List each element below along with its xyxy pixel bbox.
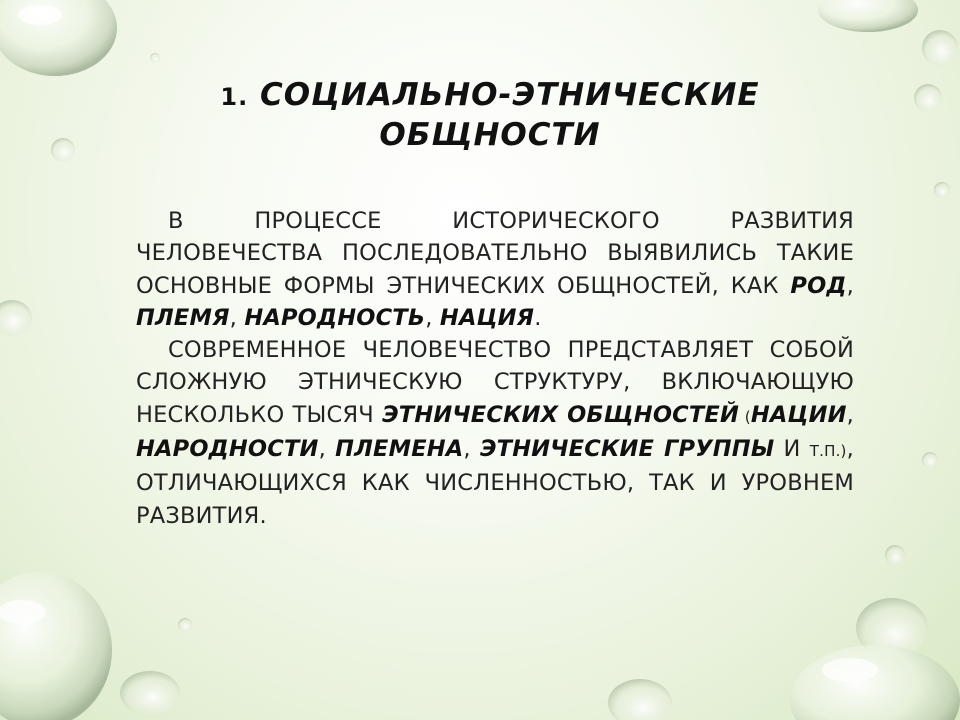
text-span: , ОТЛИЧАЮЩИХСЯ КАК ЧИСЛЕННОСТЬЮ, ТАК И УРОВНЕМ РАЗВИТИЯ. bbox=[136, 436, 854, 529]
water-drop bbox=[818, 0, 918, 32]
slide-title bbox=[130, 76, 850, 154]
title-number: 1. bbox=[220, 83, 249, 111]
water-drop bbox=[885, 545, 905, 565]
paragraph-1 bbox=[136, 205, 854, 334]
text-span: Т.П.) bbox=[809, 442, 847, 461]
text-span: И bbox=[774, 436, 810, 463]
term-ethnic-groups: ЭТНИЧЕСКИЕ ГРУППЫ bbox=[479, 436, 775, 463]
title-line-2: ОБЩНОСТИ bbox=[379, 117, 601, 153]
text-span: , bbox=[425, 304, 440, 331]
term-natsii: НАЦИИ bbox=[750, 401, 847, 428]
water-drop bbox=[922, 452, 938, 468]
water-drop bbox=[790, 645, 960, 720]
slide-body bbox=[136, 205, 854, 532]
text-span: , bbox=[229, 304, 245, 331]
text-span: , bbox=[318, 436, 336, 463]
water-drop bbox=[608, 679, 672, 720]
water-drop bbox=[51, 138, 75, 162]
text-span: , bbox=[463, 436, 480, 463]
water-drop bbox=[0, 572, 112, 720]
water-drop bbox=[120, 671, 180, 715]
term-plemya: ПЛЕМЯ bbox=[136, 304, 230, 331]
water-drop bbox=[934, 182, 950, 198]
text-span: , bbox=[846, 401, 854, 428]
term-natsiya: НАЦИЯ bbox=[439, 304, 535, 331]
water-drop bbox=[178, 618, 192, 632]
text-span: . bbox=[534, 304, 542, 331]
paragraph-2 bbox=[136, 334, 854, 532]
text-span: ( bbox=[739, 407, 751, 426]
term-narodnosti: НАРОДНОСТИ bbox=[136, 436, 319, 463]
water-drop bbox=[914, 84, 942, 112]
water-drop bbox=[150, 53, 160, 63]
term-rod: РОД bbox=[790, 272, 847, 299]
term-plemena: ПЛЕМЕНА bbox=[335, 436, 464, 463]
text-span: , bbox=[846, 272, 854, 299]
text-span: СОВРЕМЕННОЕ ЧЕЛОВЕЧЕСТВО ПРЕДСТАВЛЯЕТ СОБОЙ СЛОЖНУЮ ЭТНИЧЕСКУЮ СТРУКТУРУ, ВКЛЮЧАЮЩУЮ НЕСКОЛЬКО ТЫСЯЧ bbox=[136, 337, 854, 428]
text-span: В ПРОЦЕССЕ ИСТОРИЧЕСКОГО РАЗВИТИЯ ЧЕЛОВЕЧЕСТВА ПОСЛЕДОВАТЕЛЬНО ВЫЯВИЛИСЬ ТАКИЕ ОСНОВНЫЕ ФОРМЫ ЭТНИЧЕСКИХ ОБЩНОСТЕЙ, КАК bbox=[136, 208, 854, 299]
term-narodnost: НАРОДНОСТЬ bbox=[244, 304, 426, 331]
water-drop bbox=[0, 300, 32, 336]
title-line-1: СОЦИАЛЬНО-ЭТНИЧЕСКИЕ bbox=[260, 77, 760, 113]
water-drop bbox=[922, 30, 958, 66]
term-ethnic-communities: ЭТНИЧЕСКИХ ОБЩНОСТЕЙ bbox=[382, 401, 740, 428]
